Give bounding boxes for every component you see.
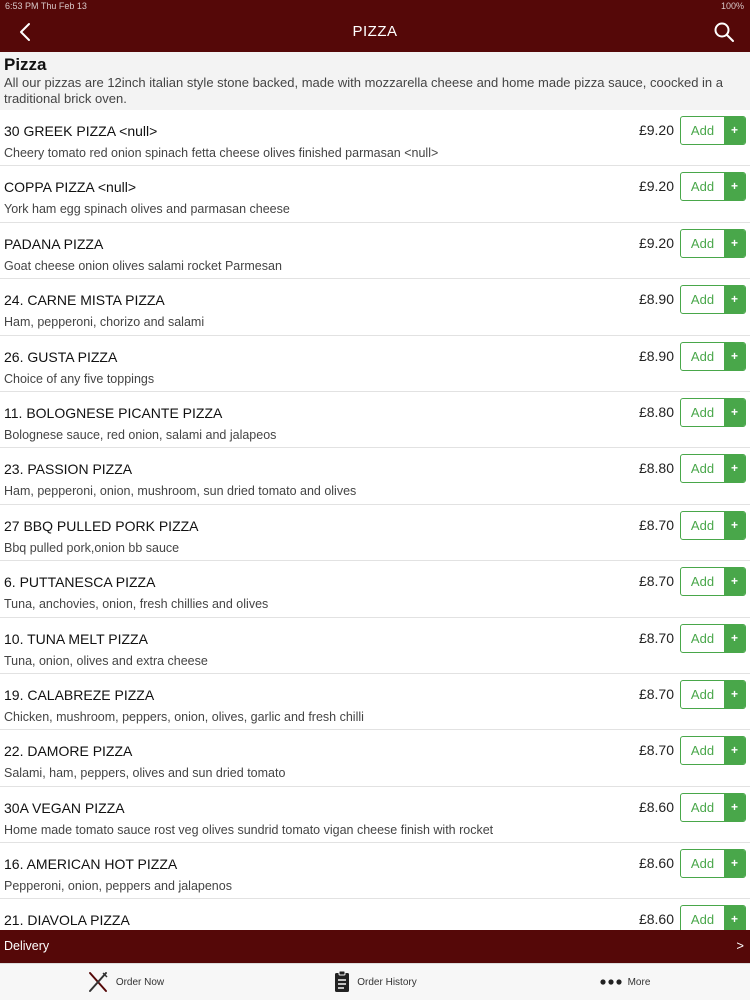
plus-icon: + [724, 906, 745, 930]
nav-bar [0, 12, 750, 52]
item-price: £9.20 [638, 178, 674, 195]
status-battery: 100% [720, 1, 744, 11]
fork-knife-icon [86, 970, 110, 994]
add-button[interactable] [680, 567, 746, 596]
add-button-label: Add [690, 574, 715, 590]
plus-icon: + [724, 117, 745, 144]
add-button-label: Add [690, 743, 715, 759]
delivery-bar[interactable] [0, 930, 750, 963]
add-button-label: Add [690, 799, 715, 815]
item-name: 26. GUSTA PIZZA [4, 348, 118, 365]
menu-item[interactable] [0, 223, 750, 279]
item-description: Tuna, onion, olives and extra cheese [4, 653, 208, 668]
add-button[interactable] [680, 116, 746, 145]
item-name: 11. BOLOGNESE PICANTE PIZZA [4, 404, 223, 421]
add-button-label: Add [690, 179, 715, 195]
item-description: Ham, pepperoni, chorizo and salami [4, 315, 205, 330]
item-description: Chicken, mushroom, peppers, onion, olives, garlic and fresh chilli [4, 709, 364, 724]
add-button-label: Add [690, 461, 715, 477]
item-price: £8.70 [638, 685, 674, 702]
item-price: £8.90 [638, 291, 674, 308]
add-button-label: Add [690, 912, 715, 928]
add-button[interactable] [680, 229, 746, 258]
menu-item[interactable] [0, 674, 750, 730]
add-button[interactable] [680, 398, 746, 427]
item-price: £8.70 [638, 629, 674, 646]
add-button[interactable] [680, 511, 746, 540]
item-name: 21. DIAVOLA PIZZA [4, 912, 130, 929]
item-description: Home made tomato sauce rost veg olives sundrid tomato vigan cheese finish with rocket [4, 822, 494, 837]
add-button-label: Add [690, 123, 715, 138]
menu-item[interactable] [0, 618, 750, 674]
item-name: 30 GREEK PIZZA <null> [4, 123, 158, 139]
add-button-label: Add [690, 348, 715, 364]
plus-icon: + [724, 173, 745, 200]
tab-more-label: More [627, 976, 651, 988]
tab-bar [0, 963, 750, 1000]
item-description: Cheery tomato red onion spinach fetta cheese olives finished parmasan <null> [4, 146, 439, 160]
add-button-label: Add [690, 235, 715, 251]
item-name: COPPA PIZZA <null> [4, 179, 137, 196]
item-description: Goat cheese onion olives salami rocket Parmesan [4, 258, 282, 273]
item-price: £8.90 [638, 347, 674, 364]
search-icon [712, 20, 736, 44]
menu-list [0, 110, 750, 930]
item-price: £8.70 [638, 742, 674, 759]
item-description: Choice of any five toppings [4, 371, 155, 386]
plus-icon: + [724, 737, 745, 764]
clipboard-icon [333, 970, 351, 994]
ellipsis-icon [600, 978, 622, 986]
item-price: £8.60 [638, 855, 674, 872]
item-price: £8.70 [638, 516, 674, 533]
item-name: 27 BBQ PULLED PORK PIZZA [4, 517, 199, 534]
plus-icon: + [724, 568, 745, 595]
plus-icon: + [724, 681, 745, 708]
add-button-label: Add [690, 630, 715, 646]
status-bar [0, 0, 750, 12]
category-title: Pizza [4, 55, 47, 74]
plus-icon: + [724, 455, 745, 482]
item-description: Tuna, anchovies, onion, fresh chillies and olives [4, 597, 269, 612]
menu-item[interactable] [0, 110, 750, 166]
plus-icon: + [724, 850, 745, 877]
item-name: 24. CARNE MISTA PIZZA [4, 292, 165, 309]
plus-icon: + [724, 230, 745, 257]
add-button-label: Add [690, 404, 715, 420]
item-name: 10. TUNA MELT PIZZA [4, 630, 148, 647]
menu-item[interactable] [0, 730, 750, 786]
category-header [0, 52, 750, 110]
category-description: All our pizzas are 12inch italian style stone backed, made with mozzarella cheese and home made pizza sauce, coocked in a traditional brick oven. [4, 75, 724, 106]
status-time: 6:53 PM Thu Feb 13 [5, 1, 87, 11]
item-description: Ham, pepperoni, onion, mushroom, sun dried tomato and olives [4, 484, 357, 499]
item-name: 6. PUTTANESCA PIZZA [4, 574, 156, 591]
plus-icon: + [724, 794, 745, 821]
add-button[interactable] [680, 736, 746, 765]
menu-item[interactable] [0, 505, 750, 561]
tab-more[interactable] [500, 964, 750, 1000]
item-description: Bbq pulled pork,onion bb sauce [4, 540, 180, 555]
tab-order-now-label: Order Now [115, 976, 165, 988]
item-price: £9.20 [638, 122, 674, 138]
item-price: £8.60 [638, 911, 674, 928]
add-button-label: Add [690, 856, 715, 872]
add-button[interactable] [680, 793, 746, 822]
menu-item[interactable] [0, 166, 750, 222]
menu-item[interactable] [0, 448, 750, 504]
add-button[interactable] [680, 624, 746, 653]
plus-icon: + [724, 399, 745, 426]
add-button[interactable] [680, 680, 746, 709]
item-price: £9.20 [638, 234, 674, 251]
menu-item[interactable] [0, 336, 750, 392]
item-price: £8.80 [638, 460, 674, 477]
item-price: £8.60 [638, 798, 674, 815]
tab-order-history-label: Order History [357, 976, 417, 988]
plus-icon: + [724, 512, 745, 539]
search-button[interactable] [712, 20, 736, 44]
item-name: PADANA PIZZA [4, 235, 104, 252]
item-price: £8.80 [638, 403, 674, 420]
menu-content[interactable] [0, 52, 750, 930]
tab-order-history[interactable] [250, 964, 500, 1000]
item-description: Salami, ham, peppers, olives and sun dried tomato [4, 766, 286, 781]
add-button[interactable] [680, 905, 746, 930]
menu-item[interactable] [0, 899, 750, 930]
add-button[interactable] [680, 454, 746, 483]
item-description: York ham egg spinach olives and parmasan cheese [4, 202, 290, 217]
plus-icon: + [724, 343, 745, 370]
add-button[interactable] [680, 342, 746, 371]
delivery-label: Delivery [4, 939, 50, 953]
add-button-label: Add [690, 517, 715, 533]
item-name: 30A VEGAN PIZZA [4, 799, 125, 816]
menu-item[interactable] [0, 843, 750, 899]
add-button[interactable] [680, 172, 746, 201]
plus-icon: + [724, 286, 745, 313]
add-button[interactable] [680, 285, 746, 314]
item-name: 19. CALABREZE PIZZA [4, 686, 155, 703]
menu-item[interactable] [0, 787, 750, 843]
menu-item[interactable] [0, 392, 750, 448]
item-name: 22. DAMORE PIZZA [4, 743, 133, 760]
item-description: Pepperoni, onion, peppers and jalapenos [4, 879, 232, 894]
add-button-label: Add [690, 686, 715, 702]
menu-item[interactable] [0, 279, 750, 335]
tab-order-now[interactable] [0, 964, 250, 1000]
item-price: £8.70 [638, 573, 674, 590]
page-title: PIZZA [352, 23, 398, 40]
add-button[interactable] [680, 849, 746, 878]
item-name: 23. PASSION PIZZA [4, 461, 133, 478]
item-description: Bolognese sauce, red onion, salami and jalapeos [4, 427, 277, 442]
chevron-right-icon: > [736, 938, 744, 953]
add-button-label: Add [690, 292, 715, 308]
plus-icon: + [724, 625, 745, 652]
item-name: 16. AMERICAN HOT PIZZA [4, 856, 178, 873]
menu-item[interactable] [0, 561, 750, 617]
